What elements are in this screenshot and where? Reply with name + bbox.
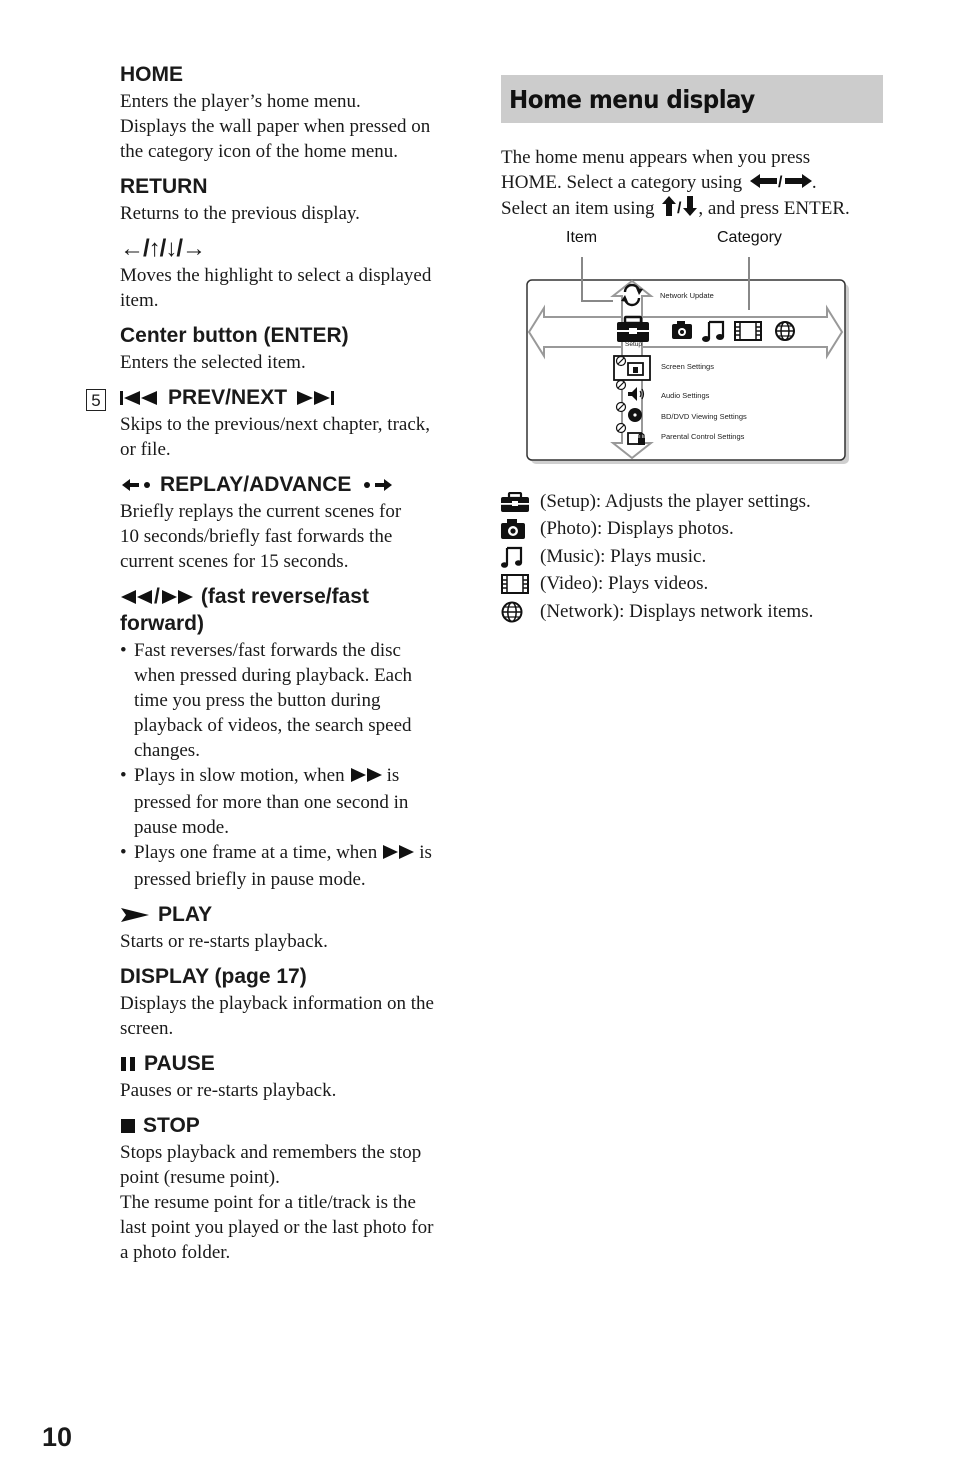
entry-title-enter: Center button (ENTER) [120,324,349,347]
entry-return: RETURN Returns to the previous display. [120,174,465,226]
next-icon [295,390,335,406]
label-item: Item [566,229,598,246]
entry-prev-next: PREV/NEXT Skips to the previous/next chapter, track, or file. [120,385,465,462]
entry-title-stop: STOP [120,1113,465,1139]
list-item: • Fast reverses/fast forwards the disc when pressed during playback. Each time you press the button during playback of videos, the search speed changes. [120,638,465,763]
stop-icon [120,1118,136,1134]
entry-title-pause: PAUSE [120,1051,465,1077]
entry-title-return: RETURN [120,175,208,198]
setup-caption: Setup [625,341,642,348]
entry-title-prev-next: PREV/NEXT [120,385,465,411]
audio-settings-label: Audio Settings [661,391,710,400]
page-number: 10 [42,1422,73,1452]
film-icon [501,574,531,594]
advance-icon [363,478,393,492]
entry-stop: STOP Stops playback and remembers the stop point (resume point). The resume point for a title/track is the last point you played or the last photo for a photo folder. [120,1113,465,1265]
list-item: (Music): Plays music. [501,543,901,571]
bd-dvd-settings-label: BD/DVD Viewing Settings [661,412,747,421]
intro-text: The home menu appears when you press HOME. Select a category using / . Select an item using / , and press ENTER. [501,145,883,223]
film-icon [735,322,761,340]
prev-icon [120,390,160,406]
svg-text:/: / [677,200,682,216]
entry-title-play: PLAY [120,902,465,928]
left-right-arrows-icon [750,171,812,196]
entry-title-display: DISPLAY (page 17) [120,965,307,988]
camera-icon [501,519,531,539]
play-icon [120,908,150,922]
left-column [120,62,465,1275]
fast-reverse-icon [120,589,154,605]
entry-fast: / (fast reverse/fast forward) • Fast reverses/fast forwards the disc when pressed during playback. Each time you press the button during playback of videos, the search speed changes. • Plays in slow motion, when is pressed for more than one second in pause mode. • Plays one frame at a time, when is pressed briefly in pause mode. [120,584,465,892]
entry-title-fast: / (fast reverse/fast [120,584,465,610]
fast-bullets [120,638,465,892]
pause-icon [120,1056,138,1072]
entry-display: DISPLAY (page 17) Displays the playback information on the screen. [120,964,465,1041]
network-update-label: Network Update [660,291,714,300]
entry-title-home: HOME [120,63,183,86]
fast-forward-icon [349,765,383,790]
globe-icon [501,601,531,623]
list-item: (Network): Displays network items. [501,598,901,626]
entry-title-replay: REPLAY/ADVANCE [120,472,465,498]
entry-enter: Center button (ENTER) Enters the selected item. [120,323,465,375]
section-number-box: 5 [86,389,106,411]
category-list [501,488,901,626]
entry-replay-advance: REPLAY/ADVANCE Briefly replays the current scenes for 10 seconds/briefly fast forwards the current scenes for 15 seconds. [120,472,465,574]
home-menu-diagram [501,226,883,466]
svg-text:/: / [777,174,783,189]
parental-settings-label: Parental Control Settings [661,432,745,441]
fast-forward-icon [160,589,194,605]
entry-pause: PAUSE Pauses or re-starts playback. [120,1051,465,1103]
list-item: (Setup): Adjusts the player settings. [501,488,901,516]
entry-arrows: ←/↑/↓/→ Moves the highlight to select a displayed item. [120,236,465,313]
list-item: (Photo): Displays photos. [501,516,901,544]
list-item: (Video): Plays videos. [501,571,901,599]
section-header [501,75,883,123]
replay-icon [122,478,152,492]
entry-title-arrows: ←/↑/↓/→ [120,235,206,262]
screen-settings-label: Screen Settings [661,362,714,371]
entry-play: PLAY Starts or re-starts playback. [120,902,465,954]
right-column [501,75,883,223]
section-title: Home menu display [509,84,755,114]
list-item: • Plays in slow motion, when is pressed for more than one second in pause mode. [120,763,465,840]
fast-forward-icon [381,842,415,867]
globe-icon [776,322,794,340]
label-category: Category [717,229,782,246]
toolbox-icon [501,492,531,512]
entry-home: HOME Enters the player’s home menu. Displays the wall paper when pressed on the category icon of the home menu. [120,62,465,164]
list-item: • Plays one frame at a time, when is pressed briefly in pause mode. [120,840,465,892]
up-down-arrows-icon [662,196,698,223]
music-note-icon [501,546,531,568]
diagram-graphic [501,226,883,466]
